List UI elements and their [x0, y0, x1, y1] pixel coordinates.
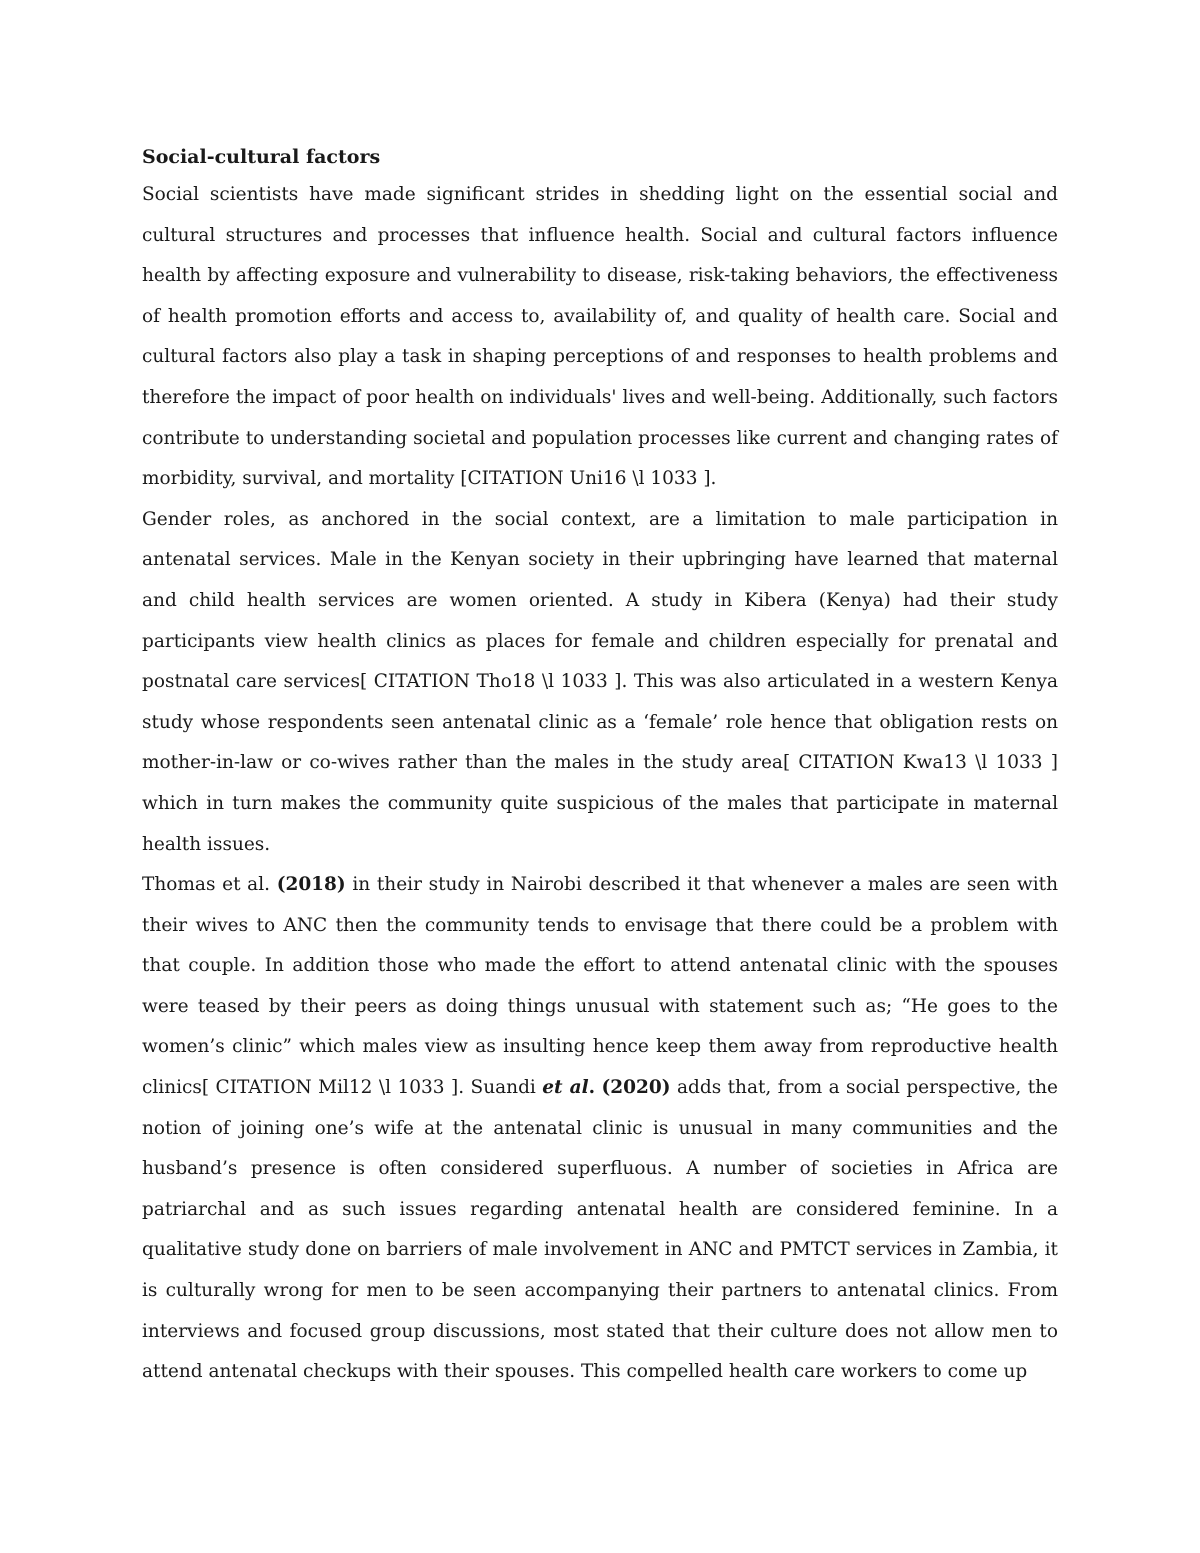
- paragraph-1: Social scientists have made significant strides in shedding light on the essential social and cultural structures and processes that influence health. Social and cultural factors influence health by affecting exposure and vulnerability to disease, risk-taking behaviors, the effectiveness of health promotion efforts and access to, availability of, and quality of health care. Social and cultural factors also play a task in shaping perceptions of and responses to health problems and therefore the impact of poor health on individuals' lives and well-being. Additionally, such factors contribute to understanding societal and population processes like current and changing rates of morbidity, survival, and mortality [CITATION Uni16 \l 1033 ].: [142, 184, 1058, 490]
- paragraph-2: Gender roles, as anchored in the social context, are a limitation to male participation in antenatal services. Male in the Kenyan society in their upbringing have learned that maternal and child health services are women oriented. A study in Kibera (Kenya) had their study participants view health clinics as places for female and children especially for prenatal and postnatal care services[ CITATION Tho18 \l 1033 ]. This was also articulated in a western Kenya study whose respondents seen antenatal clinic as a ‘female’ role hence that obligation rests on mother-in-law or co-wives rather than the males in the study area[ CITATION Kwa13 \l 1033 ] which in turn makes the community quite suspicious of the males that participate in maternal health issues.: [142, 508, 1058, 855]
- section-heading: Social-cultural factors: [142, 146, 381, 168]
- document-page: [142, 140, 1058, 1393]
- paragraph-3-text-b: in their study in Nairobi described it that whenever a males are seen with their wives to ANC then the community tends to envisage that there could be a problem with that couple. In addition those who made the effort to attend antenatal clinic with the spouses were teased by their peers as doing things unusual with statement such as; “He goes to the women’s clinic” which males view as insulting hence keep them away from reproductive health clinics[ CITATION Mil12 \l 1033 ]. Suandi: [142, 874, 1058, 1099]
- citation-year-2020: (2020): [601, 1077, 671, 1099]
- et-al-dot: .: [588, 1077, 596, 1099]
- paragraph-3-text-a: Thomas et al.: [142, 874, 277, 896]
- et-al-italic: et al: [542, 1077, 589, 1099]
- citation-year-2018: (2018): [276, 874, 346, 896]
- paragraph-3-text-c: adds that, from a social perspective, the notion of joining one’s wife at the antenatal clinic is unusual in many communities and the husband’s presence is often considered superfluous. A number of societies in Africa are patriarchal and as such issues regarding antenatal health are considered feminine. In a qualitative study done on barriers of male involvement in ANC and PMTCT services in Zambia, it is culturally wrong for men to be seen accompanying their partners to antenatal clinics. From interviews and focused group discussions, most stated that their culture does not allow men to attend antenatal checkups with their spouses. This compelled health care workers to come up: [142, 1077, 1058, 1383]
- paragraph-3: [142, 865, 1058, 1393]
